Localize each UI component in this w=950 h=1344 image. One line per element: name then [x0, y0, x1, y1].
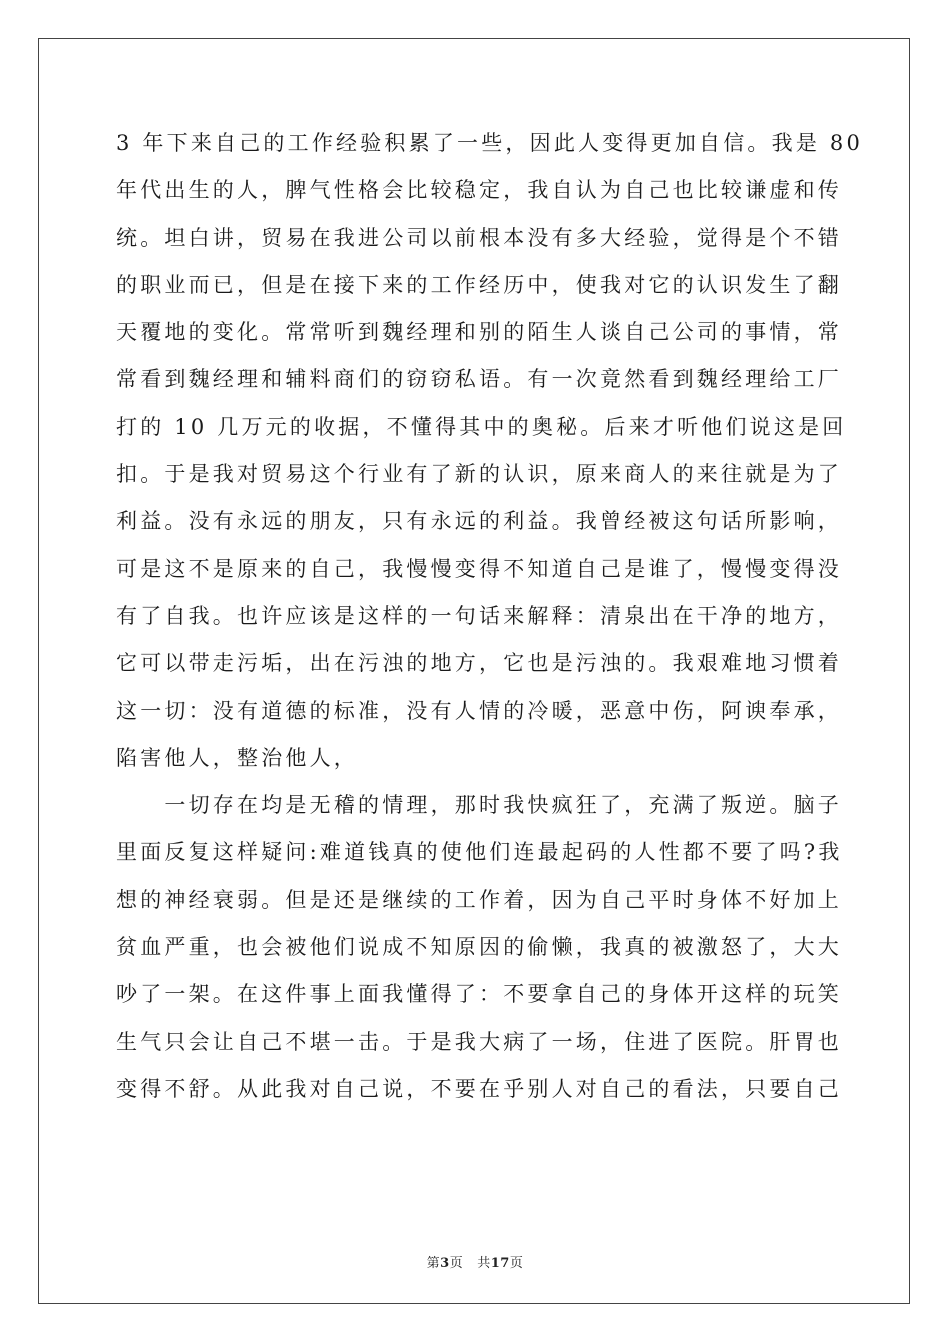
text-line: 年代出生的人，脾气性格会比较稳定，我自认为自己也比较谦虚和传	[116, 178, 842, 203]
page-prefix: 第	[426, 1256, 441, 1271]
page-suffix: 页	[449, 1256, 464, 1271]
text-line: 常看到魏经理和辅料商们的窃窃私语。有一次竟然看到魏经理给工厂	[116, 367, 842, 392]
total-suffix: 页	[509, 1256, 524, 1271]
text-line: 里面反复这样疑问:难道钱真的使他们连最起码的人性都不要了吗?我	[116, 840, 843, 865]
body-text	[116, 130, 864, 1123]
text-line: 想的神经衰弱。但是还是继续的工作着，因为自己平时身体不好加上	[116, 887, 842, 912]
text-line: 扣。于是我对贸易这个行业有了新的认识，原来商人的来往就是为了	[116, 462, 842, 487]
text-line: 它可以带走污垢，出在污浊的地方，它也是污浊的。我艰难地习惯着	[116, 651, 842, 676]
page-footer	[0, 1252, 950, 1271]
text-line: 有了自我。也许应该是这样的一句话来解释：清泉出在干净的地方，	[116, 603, 842, 628]
text-line: 生气只会让自己不堪一击。于是我大病了一场，住进了医院。肝胃也	[116, 1029, 842, 1054]
text-line: 3 年下来自己的工作经验积累了一些，因此人变得更加自信。我是 80	[116, 131, 864, 155]
text-line: 陷害他人，整治他人，	[116, 745, 358, 770]
text-line: 一切存在均是无稽的情理，那时我快疯狂了，充满了叛逆。脑子	[116, 793, 842, 818]
page-number: 3	[440, 1256, 450, 1271]
text-line: 利益。没有永远的朋友，只有永远的利益。我曾经被这句话所影响，	[116, 509, 842, 534]
total-pages: 17	[490, 1256, 510, 1271]
text-line: 天覆地的变化。常常听到魏经理和别的陌生人谈自己公司的事情，常	[116, 320, 842, 345]
text-line: 的职业而已，但是在接下来的工作经历中，使我对它的认识发生了翻	[116, 272, 842, 297]
total-prefix: 共	[477, 1256, 491, 1271]
text-line: 变得不舒。从此我对自己说，不要在乎别人对自己的看法，只要自己	[116, 1076, 842, 1101]
text-line: 打的 10 几万元的收据，不懂得其中的奥秘。后来才听他们说这是回	[116, 414, 847, 439]
text-line: 这一切：没有道德的标准，没有人情的冷暖，恶意中伤，阿谀奉承，	[116, 698, 842, 723]
text-line: 吵了一架。在这件事上面我懂得了：不要拿自己的身体开这样的玩笑	[116, 982, 842, 1007]
text-line: 统。坦白讲，贸易在我进公司以前根本没有多大经验，觉得是个不错	[116, 225, 842, 250]
text-line: 可是这不是原来的自己，我慢慢变得不知道自己是谁了，慢慢变得没	[116, 556, 842, 581]
text-line: 贫血严重，也会被他们说成不知原因的偷懒，我真的被激怒了，大大	[116, 935, 842, 960]
